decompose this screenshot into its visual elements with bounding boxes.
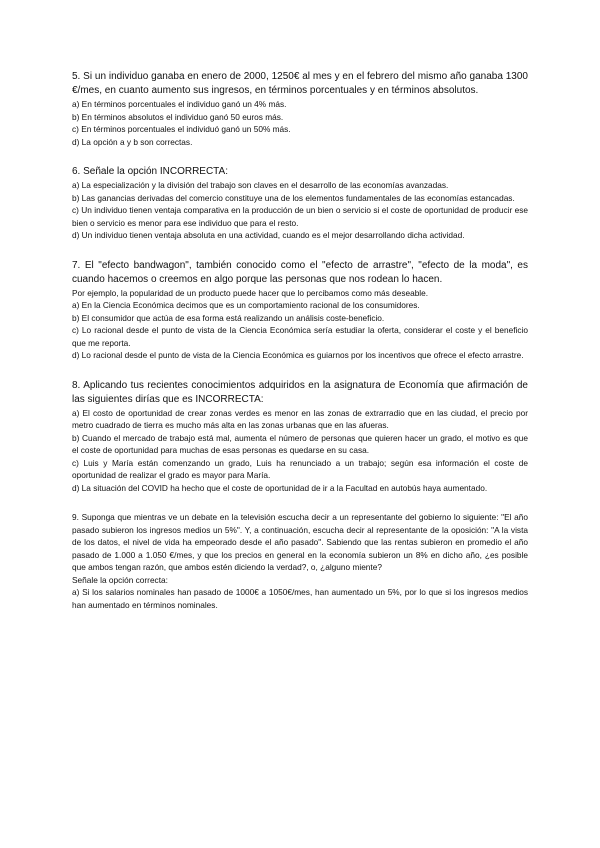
option-a: a) En términos porcentuales el individuo ganó un 4% más. (72, 99, 287, 109)
option-b: b) El consumidor que actúa de esa forma está realizando un análisis coste-beneficio. (72, 312, 385, 323)
option-a: a) La especialización y la división del trabajo son claves en el desarrollo de las economías avanzadas. (72, 180, 449, 190)
question-7 (72, 259, 528, 362)
exam-page (72, 70, 528, 628)
question-5 (72, 70, 528, 148)
option-a: a) En la Ciencia Económica decimos que es un comportamiento racional de los consumidores. (72, 300, 420, 310)
option-c: c) Lo racional desde el punto de vista de la Ciencia Económica sería estudiar la oferta, considerar el coste y el beneficio que me reporta. (72, 325, 528, 348)
option-a: a) Si los salarios nominales han pasado de 1000€ a 1050€/mes, han aumentado un 5%, por lo que si los ingresos medios han aumentado en términos nominales. (72, 587, 528, 610)
question-stem: 6. Señale la opción INCORRECTA: (72, 166, 228, 177)
question-6 (72, 165, 528, 242)
question-instruction: Señale la opción correcta: (72, 574, 168, 585)
question-stem: 8. Aplicando tus recientes conocimientos adquiridos en la asignatura de Economía que afirmación de las siguientes dirías que es INCORRECTA: (72, 379, 528, 405)
question-8 (72, 379, 528, 495)
option-d: d) La situación del COVID ha hecho que el coste de oportunidad de ir a la Facultad en autobús haya aumentado. (72, 482, 488, 493)
option-d: d) Lo racional desde el punto de vista de la Ciencia Económica es guiarnos por los incentivos que ofrece el efecto arrastre. (72, 350, 524, 360)
option-a: a) El costo de oportunidad de crear zonas verdes es menor en las zonas de extrarradio que en las ciudad, el precio por metro cuadrado de tierra es mucho más alta en las zonas urbanas que en las afueras. (72, 407, 528, 430)
question-stem: 9. Suponga que mientras ve un debate en la televisión escucha decir a un representante del gobierno lo siguiente: "El año pasado subieron los ingresos medios un 5%". Y, a continuación, escucha decir al representante de la oposición: "A la vista de los datos, el nivel de vida ha empeorado desde el año pasado". Sabiendo que las rentas subieron en promedio el año pasado de 1.000 a 1.050 €/mes, y que los precios en general en la economía subieron un 8% en dicho año, ¿es posible que ambos tengan razón, que ambos estén diciendo la verdad?, o, ¿alguno miente? (72, 512, 528, 572)
option-b: b) En términos absolutos el individuo ganó 50 euros más. (72, 111, 284, 122)
question-stem: 7. El "efecto bandwagon", también conocido como el "efecto de arrastre", "efecto de la moda", es cuando hacemos o creemos en algo porque las personas que nos rodean lo hacen. (72, 259, 528, 285)
option-d: d) La opción a y b son correctas. (72, 136, 193, 147)
option-d: d) Un individuo tienen ventaja absoluta en una actividad, cuando es el mejor desarrollando dicha actividad. (72, 230, 465, 240)
option-b: b) Cuando el mercado de trabajo está mal, aumenta el número de personas que quieren hacer un grado, el motivo es que el coste de oportunidad para muchas de esas personas es quedarse en su casa. (72, 432, 528, 455)
option-b: b) Las ganancias derivadas del comercio constituye una de los elementos fundamentales de las economías estancadas. (72, 192, 515, 203)
option-c: c) Un individuo tienen ventaja comparativa en la producción de un bien o servicio si el coste de oportunidad de producir ese bien o servicio es menor para ese individuo que para el resto. (72, 205, 528, 228)
option-c: c) En términos porcentuales el individuó ganó un 50% más. (72, 124, 291, 134)
question-note: Por ejemplo, la popularidad de un producto puede hacer que lo percibamos como más deseable. (72, 287, 429, 298)
question-9 (72, 511, 528, 611)
question-stem: 5. Si un individuo ganaba en enero de 2000, 1250€ al mes y en el febrero del mismo año ganaba 1300 €/mes, en cuanto aumento sus ingresos, en términos porcentuales y en términos absolutos. (72, 71, 528, 96)
option-c: c) Luis y María están comenzando un grado, Luis ha renunciado a un trabajo; según esa información el coste de oportunidad de realizar el grado es mayor para María. (72, 457, 528, 480)
